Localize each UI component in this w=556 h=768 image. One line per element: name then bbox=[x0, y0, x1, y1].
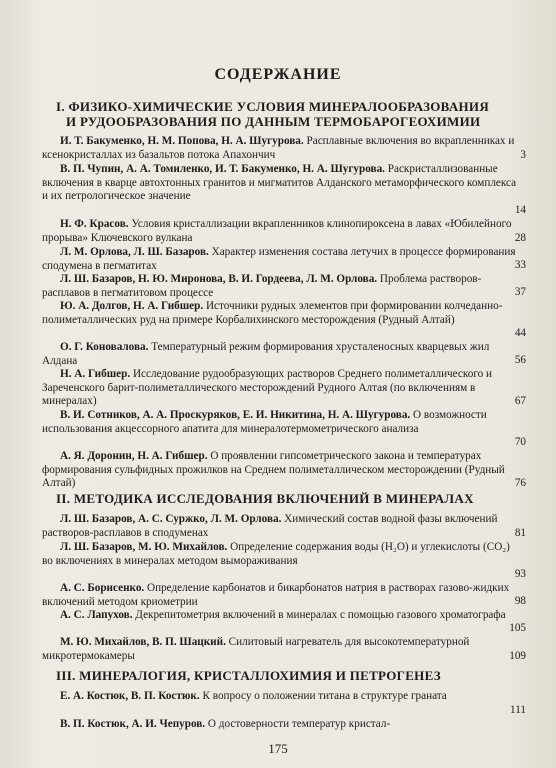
entry-page: 44 bbox=[514, 327, 526, 340]
toc-entry bbox=[42, 218, 526, 246]
entry-page: 98 bbox=[514, 595, 526, 608]
entry-authors: Н. А. Гибшер. bbox=[60, 368, 131, 380]
toc-entry bbox=[42, 609, 526, 636]
section-heading-line: III. МИНЕРАЛОГИЯ, КРИСТАЛЛОХИМИЯ И ПЕТРОГЕНЕЗ bbox=[56, 668, 441, 683]
entry-page: 76 bbox=[514, 477, 526, 490]
entry-title: Химический состав водной фазы включений растворов-расплавов в сподуменах bbox=[42, 513, 498, 539]
entry-page: 105 bbox=[509, 622, 526, 635]
toc-entry bbox=[42, 163, 526, 218]
toc-entry bbox=[42, 513, 526, 541]
entry-title: Проблема растворов-расплавов в пегматитовом процессе bbox=[42, 273, 482, 299]
toc-entry bbox=[42, 135, 526, 163]
toc-entry bbox=[42, 300, 526, 341]
entry-page: 93 bbox=[514, 568, 526, 581]
entry-title: О возможности использования акцессорного апатита для минералотермометрического анализа bbox=[42, 409, 487, 435]
entry-authors: Л. Ш. Базаров, А. С. Суржко, Л. М. Орлова. bbox=[60, 513, 282, 525]
entry-authors: В. П. Костюк, А. И. Чепуров. bbox=[60, 718, 206, 730]
toc-entry bbox=[42, 341, 526, 368]
entry-title: Раскристаллизованные включения в кварце автохтонных гранитов и мигматитов Алданского метаморфического комплекса и их петрологическое значение bbox=[42, 163, 517, 203]
entry-authors: О. Г. Коновалова. bbox=[60, 341, 149, 353]
entry-authors: Ю. А. Долгов, Н. А. Гибшер. bbox=[60, 300, 204, 312]
entry-title: Условия кристаллизации вкрапленников клинопироксена в лавах «Юбилейного прорыва» Ключевского вулкана bbox=[42, 218, 512, 244]
entry-title: Декрепитометрия включений в минералах с помощью газового хроматографа bbox=[135, 609, 506, 621]
toc-entry bbox=[42, 636, 526, 664]
entry-title: Температурный режим формирования хрусталеносных кварцевых жил Алдана bbox=[42, 341, 490, 367]
entry-page: 3 bbox=[520, 149, 526, 162]
entry-authors: А. С. Лапухов. bbox=[60, 609, 133, 621]
entry-authors: И. Т. Бакуменко, Н. М. Попова, Н. А. Шугурова. bbox=[60, 135, 304, 147]
entry-title: Силитовый нагреватель для высокотемпературной микротермокамеры bbox=[42, 636, 470, 662]
toc-entry bbox=[42, 582, 526, 609]
section-heading-2 bbox=[56, 491, 496, 506]
toc-entry bbox=[42, 718, 518, 732]
entry-authors: В. И. Сотников, А. А. Проскуряков, Е. И. Никитина, Н. А. Шугурова. bbox=[60, 409, 411, 421]
entry-page: 70 bbox=[514, 436, 526, 449]
toc-entry bbox=[42, 273, 526, 300]
toc-entry bbox=[42, 690, 526, 718]
entry-authors: А. С. Борисенко. bbox=[60, 582, 145, 594]
section-3-entries bbox=[42, 690, 526, 732]
toc-entry bbox=[42, 450, 526, 491]
entry-title: Расплавные включения во вкрапленниках и ксенокристаллах из базальтов потока Апахончич bbox=[42, 135, 515, 161]
entry-authors: В. П. Чупин, А. А. Томиленко, И. Т. Бакуменко, Н. А. Шугурова. bbox=[60, 163, 385, 175]
toc-entry bbox=[42, 368, 526, 409]
section-1-entries bbox=[42, 135, 526, 491]
page-title: СОДЕРЖАНИЕ bbox=[214, 66, 342, 83]
section-heading-3 bbox=[56, 668, 496, 683]
entry-page: 109 bbox=[509, 650, 526, 663]
entry-authors: Л. Ш. Базаров, М. Ю. Михайлов. bbox=[60, 541, 228, 553]
entry-page: 67 bbox=[514, 395, 526, 408]
entry-title: Исследование рудообразующих растворов Среднего полиметаллического и Зареченского барит-полиметаллического месторождений Рудного Алтая (по включениям в минералах) bbox=[42, 368, 493, 408]
section-heading-1 bbox=[56, 99, 496, 129]
entry-title: О достоверности температур кристал- bbox=[207, 718, 391, 730]
entry-page: 81 bbox=[514, 527, 526, 540]
entry-page: 14 bbox=[514, 204, 526, 217]
section-heading-line: И РУДООБРАЗОВАНИЯ ПО ДАННЫМ ТЕРМОБАРОГЕОХИМИИ bbox=[66, 114, 481, 129]
entry-title: Характер изменения состава летучих в процессе формирования сподумена в пегматитах bbox=[42, 246, 516, 272]
toc-entry bbox=[42, 541, 526, 582]
entry-authors: Н. Ф. Красов. bbox=[60, 218, 129, 230]
entry-title: О проявлении гипсометрического закона и температурах формирования сульфидных прожилков на Среднем полиметаллическом месторождении (Рудный Алтай) bbox=[42, 450, 505, 490]
entry-title: Определение содержания воды (H₂O) и углекислоты (CO₂) во включениях в минералах методом вымораживания bbox=[42, 541, 510, 567]
entry-page: 37 bbox=[514, 286, 526, 299]
entry-authors: Е. А. Костюк, В. П. Костюк. bbox=[60, 690, 200, 702]
entry-authors: Л. Ш. Базаров, Н. Ю. Миронова, В. И. Гордеева, Л. М. Орлова. bbox=[60, 273, 378, 285]
entry-page: 28 bbox=[514, 232, 526, 245]
page-number: 175 bbox=[268, 741, 288, 756]
toc-entry bbox=[42, 246, 526, 273]
entry-authors: Л. М. Орлова, Л. Ш. Базаров. bbox=[60, 246, 209, 258]
section-heading-line: II. МЕТОДИКА ИССЛЕДОВАНИЯ ВКЛЮЧЕНИЙ В МИНЕРАЛАХ bbox=[56, 491, 474, 506]
entry-title: Источники рудных элементов при формировании колчеданно-полиметаллических руд на примере Корбалихинского месторождения (Рудный Алтай) bbox=[42, 300, 503, 326]
section-2-entries bbox=[42, 513, 526, 664]
entry-authors: А. Я. Доронин, Н. А. Гибшер. bbox=[60, 450, 208, 462]
entry-page: 33 bbox=[514, 259, 526, 272]
entry-title: К вопросу о положении титана в структуре граната bbox=[202, 690, 447, 702]
section-heading-line: I. ФИЗИКО-ХИМИЧЕСКИЕ УСЛОВИЯ МИНЕРАЛООБРАЗОВАНИЯ bbox=[56, 99, 490, 114]
entry-authors: М. Ю. Михайлов, В. П. Шацкий. bbox=[60, 636, 226, 648]
toc-entry bbox=[42, 409, 526, 450]
entry-title: Определение карбонатов и бикарбонатов натрия в растворах газово-жидких включений методом криометрии bbox=[42, 582, 510, 608]
entry-page: 111 bbox=[510, 704, 526, 717]
entry-page: 56 bbox=[514, 354, 526, 367]
